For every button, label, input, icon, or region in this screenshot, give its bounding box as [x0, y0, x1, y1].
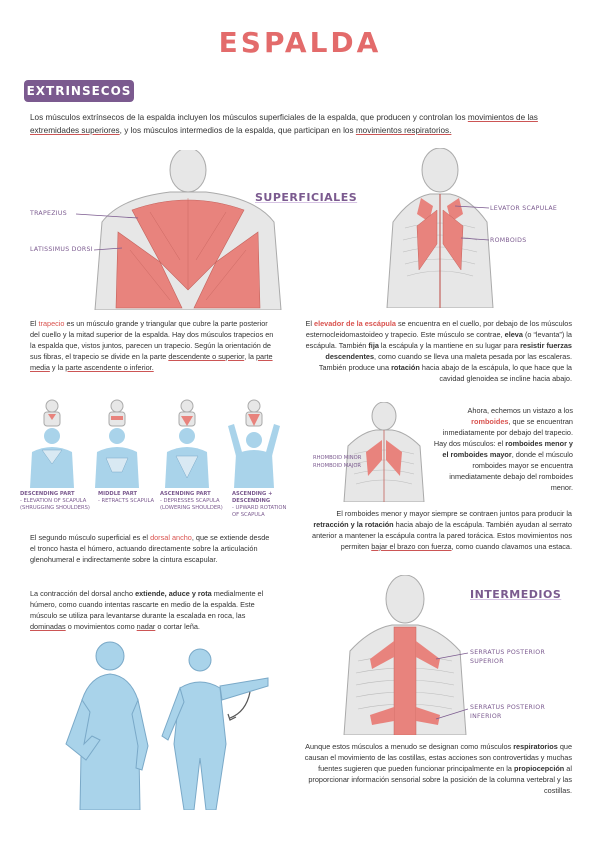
page-title: ESPALDA — [218, 26, 382, 59]
part-descending-figure — [30, 400, 74, 488]
label-rhomboid-minor: RHOMBOID MINOR — [313, 455, 362, 461]
part-label: DESCENDING PART - ELEVATION OF SCAPULA (SHRUGGING SHOULDERS) — [20, 491, 90, 511]
label-rhomboid-major: RHOMBOID MAJOR — [313, 463, 362, 469]
label-romboids: ROMBOIDS — [490, 237, 527, 244]
romboides-paragraph-2: El romboides menor y mayor siempre se contraen juntos para producir la retracción y la rotación hacia abajo de la escápula. También ayudan al serrato anterior a mantener la escápula contra la pared torácica. Estos movimientos nos permiten bajar el brazo con fuerza, como cuando clavamos una estaca. — [312, 509, 572, 551]
figure-arm-adduction — [162, 649, 268, 810]
label-serratus-posterior-superior: SERRATUS POSTERIOR SUPERIOR — [470, 649, 546, 665]
dorsal-paragraph-2: La contracción del dorsal ancho extiende, aduce y rota medialmente el húmero, como cuando intentas rascarte en medio de la espalda. Este músculo se utiliza para levantarse durante la escalada en roca, las dominadas o movimientos como nadar o cortar leña. — [30, 589, 264, 631]
label-trapezius: TRAPEZIUS — [30, 210, 67, 217]
section-badge-extrinsecos: EXTRINSECOS — [24, 80, 134, 102]
romboides-illustration — [342, 402, 426, 502]
heading-intermedios: INTERMEDIOS — [470, 588, 562, 601]
label-levator-scapulae: LEVATOR SCAPULAE — [490, 205, 558, 212]
superficial-back-illustration — [20, 150, 285, 310]
dorsal-paragraph: El segundo músculo superficial es el dorsal ancho, que se extiende desde el tronco hasta el húmero, actuando directamente sobre la articulación glenohumeral e indirectamente sobre la cintura escapular. — [30, 533, 270, 564]
label-latissimus-dorsi: LATISSIMUS DORSI — [30, 246, 93, 253]
trapecio-paragraph: El trapecio es un músculo grande y triangular que cubre la parte posterior del cuello y la mitad superior de la espalda. Hay dos músculos trapecios en la espalda que, vistos juntos, parecen un trapecio. Según la orientación de sus fibras, el trapecio se divide en la parte descendente o superior, la parte media y la parte ascendente o inferior. — [30, 319, 274, 372]
figure-scratching-back — [66, 642, 148, 810]
heading-superficiales: SUPERFICIALES — [255, 191, 358, 204]
trapezius-parts-labels — [20, 491, 285, 526]
intro-paragraph: Los músculos extrínsecos de la espalda incluyen los músculos superficiales de la espalda, que producen y controlan los movimientos de las extremidades superiores, y los músculos intermedios de la espalda, que participan en los movimientos respiratorios. — [30, 113, 538, 135]
levator-romboids-illustration — [385, 148, 495, 308]
intermedios-paragraph: Aunque estos músculos a menudo se designan como músculos respiratorios que causan el movimiento de las costillas, estas acciones son controvertidas y muchas fuentes sugieren que pueden funcionar principalmente en la propiocepción al proporcionar información sensorial sobre la posición de la columna vertebral y las costillas. — [304, 742, 572, 795]
intermedios-illustration — [340, 575, 470, 735]
part-label: MIDDLE PART - RETRACTS SCAPULA — [98, 491, 155, 504]
romboides-paragraph: Ahora, echemos un vistazo a los romboides, que se encuentran inmediatamente por debajo del trapecio. Hay dos músculos: el romboides menor y el romboides mayor, donde el músculo romboides mayor se encuentra inmediatamente debajo del romboides menor. — [433, 406, 573, 492]
trapezius-parts-illustrations — [22, 398, 282, 490]
part-ascending-figure — [165, 400, 209, 488]
latissimus-action-illustration — [40, 640, 270, 810]
part-middle-figure — [95, 400, 139, 488]
label-serratus-posterior-inferior: SERRATUS POSTERIOR INFERIOR — [470, 704, 546, 720]
levator-paragraph: El elevador de la escápula se encuentra en el cuello, por debajo de los músculos esternocleidomastoideo y trapecio. Este músculo se contrae, eleva (o “levanta”) la escápula. También fija la escápula y la mantiene en su lugar para resistir fuerzas descendentes, como cuando se lleva una maleta pesada por las escaleras. También produce una rotación hacia abajo de la escápula, lo que hace que la cavidad glenoidea se incline hacia abajo. — [305, 319, 572, 383]
part-ascending-descending-figure — [228, 400, 280, 488]
part-label: ASCENDING PART - DEPRESSES SCAPULA (LOWERING SHOULDER) — [160, 491, 223, 511]
part-label: ASCENDING + DESCENDING - UPWARD ROTATION OF SCAPULA — [232, 491, 287, 518]
